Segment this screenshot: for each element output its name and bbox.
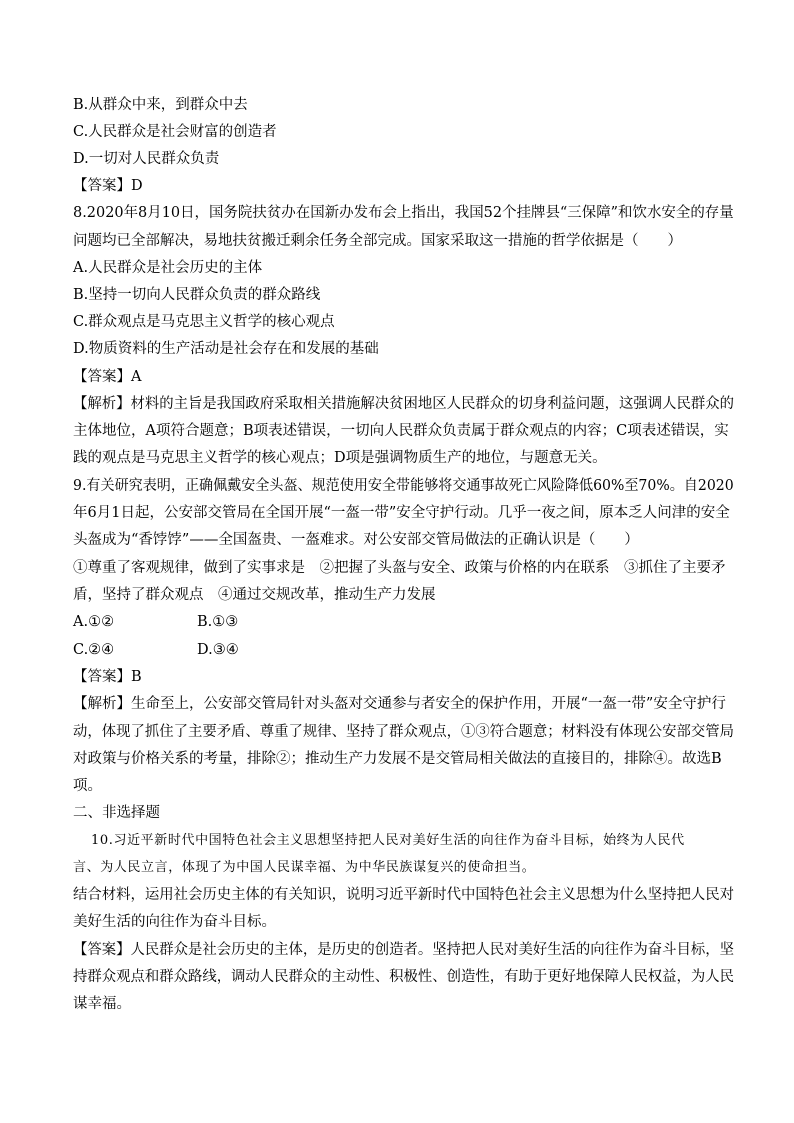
question-9-option-b: B.①③ — [197, 614, 239, 630]
question-10-line-1: 结合材料，运用社会历史主体的有关知识，说明习近平新时代中国特色社会主义思想为什么坚持把人民对 — [73, 887, 734, 903]
answer-9: 【答案】B — [73, 669, 142, 685]
explanation-9-line-4: 项。 — [73, 778, 102, 794]
answer-8: 【答案】A — [73, 369, 142, 385]
question-8-option-d: D.物质资料的生产活动是社会存在和发展的基础 — [73, 341, 379, 357]
option-b: B.从群众中来，到群众中去 — [73, 97, 248, 113]
explanation-9-line-3: 对政策与价格关系的考量，排除②；推动生产力发展不是交管局相关做法的直接目的，排除④。故选B — [73, 751, 722, 767]
question-8-line-1: 8.2020年8月10日，国务院扶贫办在国新办发布会上指出，我国52个挂牌县“三保障”和饮水安全的存量 — [73, 205, 734, 221]
question-9-statements-2: 盾，坚持了群众观点 ④通过交规改革，推动生产力发展 — [73, 587, 436, 603]
question-8-line-2: 问题均已全部解决，易地扶贫搬迁剩余任务全部完成。国家采取这一措施的哲学依据是（ ） — [73, 233, 682, 249]
explanation-9-line-1: 【解析】生命至上，公安部交管局针对头盔对交通参与者安全的保护作用，开展“一盔一带”安全守护行 — [73, 696, 726, 712]
option-c: C.人民群众是社会财富的创造者 — [73, 124, 277, 140]
answer-10-line-2: 持群众观点和群众路线，调动人民群众的主动性、积极性、创造性，有助于更好地保障人民权益，为人民 — [73, 969, 734, 985]
question-8-option-c: C.群众观点是马克思主义哲学的核心观点 — [73, 314, 335, 330]
explanation-8-line-2: 主体地位，A项符合题意；B项表述错误，一切向人民群众负责属于群众观点的内容；C项表述错误，实 — [73, 423, 729, 439]
question-9-line-3: 头盔成为“香饽饽”——全国盔贵、一盔难求。对公安部交管局做法的正确认识是（ ） — [73, 532, 639, 548]
question-9-statements-1: ①尊重了客观规律，做到了实事求是 ②把握了头盔与安全、政策与价格的内在联系 ③抓住了主要矛 — [73, 560, 726, 576]
explanation-9-line-2: 动，体现了抓住了主要矛盾、尊重了规律、坚持了群众观点，①③符合题意；材料没有体现公安部交管局 — [73, 724, 734, 740]
option-d: D.一切对人民群众负责 — [73, 151, 220, 167]
question-9-option-c: C.②④ — [73, 642, 115, 658]
material-10-line-1: 10.习近平新时代中国特色社会主义思想坚持把人民对美好生活的向往作为奋斗目标，始终为人民代 — [91, 833, 685, 848]
question-9-line-2: 年6月1日起，公安部交管局在全国开展“一盔一带”安全守护行动。几乎一夜之间，原本乏人问津的安全 — [73, 505, 730, 521]
question-9-option-a: A.①② — [73, 614, 115, 630]
answer-10-line-3: 谋幸福。 — [73, 996, 131, 1012]
explanation-8-line-3: 践的观点是马克思主义哲学的核心观点；D项是强调物质生产的地位，与题意无关。 — [73, 450, 607, 466]
question-10-line-2: 美好生活的向往作为奋斗目标。 — [73, 914, 276, 930]
question-8-option-a: A.人民群众是社会历史的主体 — [73, 260, 263, 276]
explanation-8-line-1: 【解析】材料的主旨是我国政府采取相关措施解决贫困地区人民群众的切身利益问题，这强调人民群众的 — [73, 396, 734, 412]
answer-7: 【答案】D — [73, 178, 143, 194]
answer-10-line-1: 【答案】人民群众是社会历史的主体，是历史的创造者。坚持把人民对美好生活的向往作为奋斗目标，坚 — [73, 942, 734, 958]
question-8-option-b: B.坚持一切向人民群众负责的群众路线 — [73, 287, 321, 303]
question-9-line-1: 9.有关研究表明，正确佩戴安全头盔、规范使用安全带能够将交通事故死亡风险降低60%至70%。自2020 — [73, 478, 734, 494]
question-9-option-d: D.③④ — [197, 642, 239, 658]
section-heading: 二、非选择题 — [73, 805, 160, 821]
material-10-line-2: 言、为人民立言，体现了为中国人民谋幸福、为中华民族谋复兴的使命担当。 — [73, 860, 536, 875]
